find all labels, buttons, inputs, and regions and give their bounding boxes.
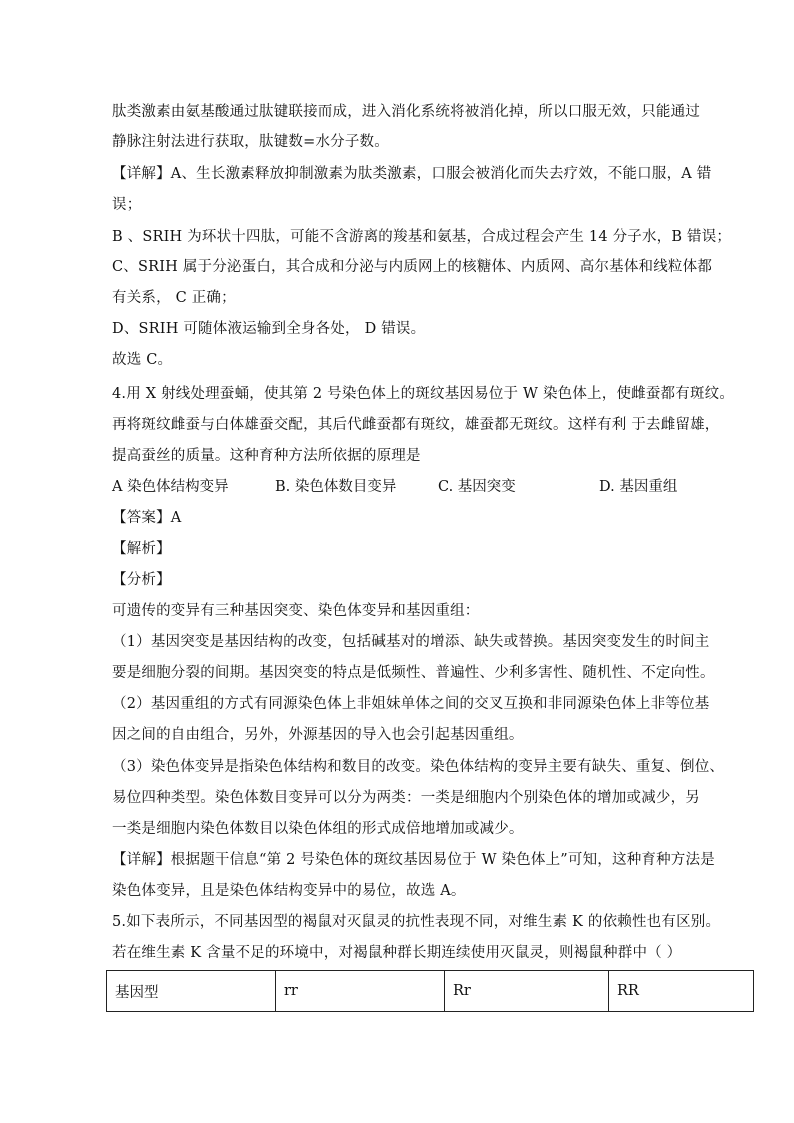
text-line: 故选 C。	[112, 352, 173, 368]
detail-line: 染色体变异，且是染色体结构变异中的易位，故选 A。	[112, 883, 466, 899]
analysis-line: 可遗传的变异有三种基因突变、染色体变异和基因重组：	[112, 603, 480, 619]
question-4-line: 4.用 X 射线处理蚕蛹，使其第 2 号染色体上的斑纹基因易位于 W 染色体上，使雌蚕都有斑纹。	[112, 386, 735, 402]
analysis-line: 要是细胞分裂的间期。基因突变的特点是低频性、普遍性、少利多害性、随机性、不定向性。	[112, 665, 715, 681]
text-line: B 、SRIH 为环状十四肽，可能不含游离的羧基和氨基，合成过程会产生 14 分子水，B 错误；	[112, 229, 732, 245]
analysis-label: 【解析】	[112, 541, 171, 557]
question-5-line: 5.如下表所示，不同基因型的褐鼠对灭鼠灵的抗性表现不同，对维生素 K 的依赖性也有区别。	[112, 914, 721, 930]
option-c: C. 基因突变	[438, 479, 516, 495]
text-line: 静脉注射法进行获取，肽键数=水分子数。	[112, 134, 389, 150]
analysis-line: 易位四种类型。染色体数目变异可以分为两类：一类是细胞内个别染色体的增加或减少，另	[112, 790, 700, 806]
analysis-line: （2）基因重组的方式有同源染色体上非姐妹单体之间的交叉互换和非同源染色体上非等位基	[112, 696, 710, 712]
genotype-table	[106, 970, 754, 1012]
detail-line: 【详解】根据题干信息“第 2 号染色体的斑纹基因易位于 W 染色体上”可知，这种育种方法是	[112, 852, 715, 868]
option-a: A 染色体结构变异	[112, 479, 229, 495]
text-line: D、SRIH 可随体液运输到全身各处， D 错误。	[112, 321, 426, 337]
detail-line: 【详解】A、生长激素释放抑制激素为肽类激素，口服会被消化而失去疗效，不能口服，A 错	[112, 166, 712, 182]
question-4-line: 提高蚕丝的质量。这种育种方法所依据的原理是	[112, 448, 421, 464]
analysis-line: 因之间的自由组合，另外，外源基因的导入也会引起基因重组。	[112, 727, 524, 743]
table-row	[107, 971, 754, 1012]
text-line: 肽类激素由氨基酸通过肽键联接而成，进入消化系统将被消化掉，所以口服无效，只能通过	[112, 104, 700, 120]
table-cell: rr	[276, 971, 445, 1012]
analysis-line: （1）基因突变是基因结构的改变，包括碱基对的增添、缺失或替换。基因突变发生的时间主	[112, 634, 710, 650]
analysis-line: 一类是细胞内染色体数目以染色体组的形式成倍地增加或减少。	[112, 821, 524, 837]
fenxi-label: 【分析】	[112, 572, 171, 588]
table-cell: RR	[609, 971, 754, 1012]
question-4-line: 再将斑纹雌蚕与白体雄蚕交配，其后代雌蚕都有斑纹，雄蚕都无斑纹。这样有利 于去雌留雄，	[112, 417, 720, 433]
text-line: 误；	[112, 197, 142, 213]
analysis-line: （3）染色体变异是指染色体结构和数目的改变。染色体结构的变异主要有缺失、重复、倒位、	[112, 759, 725, 775]
table-header-cell: 基因型	[107, 971, 276, 1012]
table-cell: Rr	[445, 971, 609, 1012]
question-5-line: 若在维生素 K 含量不足的环境中，对褐鼠种群长期连续使用灭鼠灵，则褐鼠种群中（ ）	[112, 945, 682, 961]
text-line: 有关系， C 正确；	[112, 290, 236, 306]
text-line: C、SRIH 属于分泌蛋白，其合成和分泌与内质网上的核糖体、内质网、高尔基体和线粒体都	[112, 259, 713, 275]
option-b: B. 染色体数目变异	[275, 479, 397, 495]
answer-options	[112, 476, 712, 498]
option-d: D. 基因重组	[599, 479, 678, 495]
answer-label: 【答案】A	[112, 510, 182, 526]
